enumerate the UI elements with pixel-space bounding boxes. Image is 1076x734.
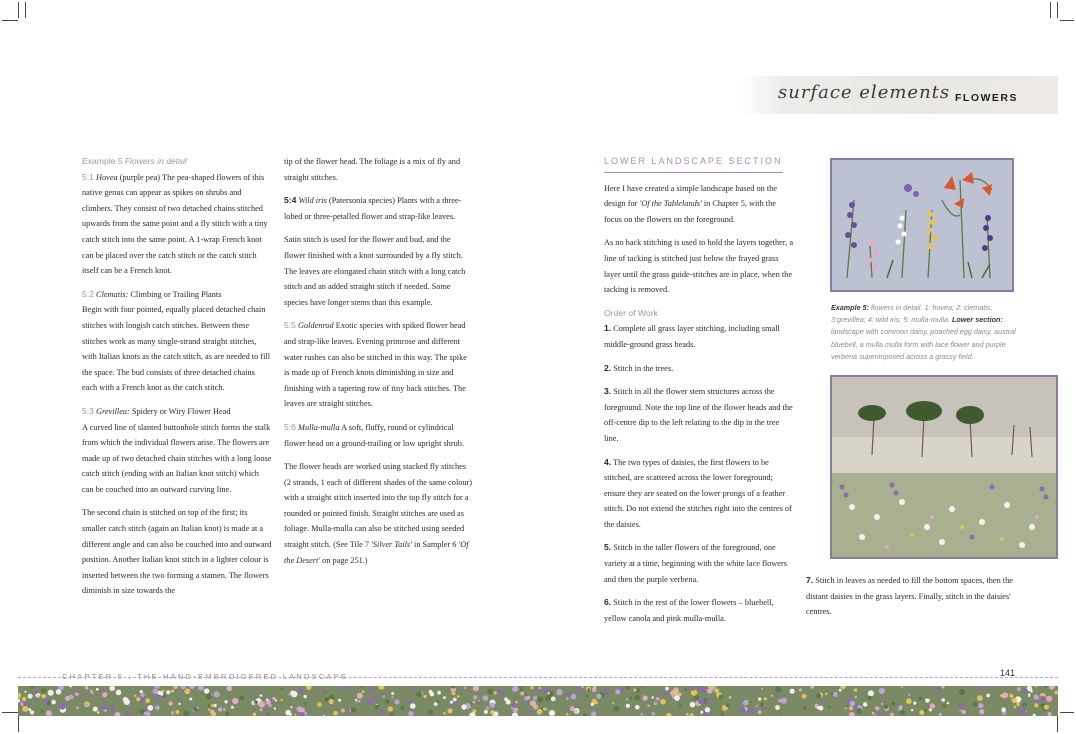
item-number: 5:1 (82, 171, 94, 182)
step-text: The two types of daisies, the first flowers to be stitched, are scattered across the lower foreground; ensure they are seated on the lower prongs of a feather stitch. Do not extend the stitches right into the centres of the daisies. (604, 457, 792, 529)
step-text: Stitch in the taller flowers of the foreground, one variety at a time, beginning with the white lace flowers and then the purple verbena. (604, 543, 787, 584)
footer-divider (18, 677, 1058, 678)
paragraph: on page 251.) (320, 555, 368, 565)
example-subtitle: Flowers in detail (124, 156, 187, 166)
caption-text: flowers in detail. 1: hovea; 2: clematis; 3:grevillea; 4: wild iris; 5: mulla-mulla. (831, 303, 993, 325)
text-column-4 (806, 573, 1016, 628)
step (604, 361, 794, 377)
decorative-flower-band (18, 686, 1058, 716)
paragraph: (purple pea) The pea-shaped flowers of this native genus can appear as spikes on shrubs and climbers. They consist of two detached chains stitched upwards from the same point and a fly stitch with a tiny catch stitch into the same point. A 1-wrap French knot can be placed over the catch stitch or the catch stitch itself can be a French knot. (82, 172, 268, 276)
step-text: Stitch in all the flower stem structures across the foreground. Note the top line of the flower heads and the off-centre dip to the left relating to the dip in the tree line. (604, 387, 793, 443)
step-text: Stitch in leaves as needed to fill the bottom spaces, then the distant daisies in the grass layers. Finally, stitch in the daisies' centres. (806, 576, 1013, 617)
paragraph: in Sampler 6 (411, 540, 459, 550)
paragraph: A curved line of slanted buttonhole stitch forms the stalk from which the individual flowers arise. The flowers are made up of two detached chain stitches with a long loose catch stitch (ending with an Italian knot stitch) which can be couched into an outward curving line. (82, 422, 272, 494)
cross-reference: 'Of the Tablelands' (639, 199, 702, 209)
step-number: 1. (604, 323, 612, 334)
step-text: Stitch in the trees. (611, 363, 674, 373)
item-number: 5:3 (82, 405, 94, 416)
photo-caption (831, 302, 1023, 363)
paragraph: Begin with four pointed, equally placed detached chain stitches with longish catch stitches. Between these stitches work as many single-strand straight stitches, with Italian knots as the catch stitch, as are needed to fill the space. The bud consists of three detached chains each with a French knot as the catch stitch. (82, 305, 271, 393)
section-script-title: surface elements (778, 82, 951, 103)
step-number: 6. (604, 597, 612, 608)
flower-sampler-photo (830, 158, 1014, 292)
section-heading: LOWER LANDSCAPE SECTION (604, 154, 783, 173)
crop-mark (1057, 2, 1058, 18)
step-number: 3. (604, 386, 612, 397)
paragraph: As no back stitching is used to hold the layers together, a line of tacking is stitched just below the frayed grass layer until the grass guide-stitches are in place, when the tacking is removed. (604, 238, 794, 295)
item-number: 5:6 (284, 421, 296, 432)
text-column-2 (284, 154, 474, 576)
item-number: 5:4 (284, 195, 297, 206)
paragraph: Satin stitch is used for the flower and bud, and the flower finished with a knot surrounded by a fly stitch. The leaves are elongated chain stitch with a long catch stitch and an added straight stitch if needed. Some species have longer stems than this example. (284, 235, 466, 307)
paragraph: in Chapter 5, with the focus on the flowers on the foreground. (604, 199, 776, 224)
crop-mark (25, 2, 26, 18)
paragraph: Exotic species with spiked flower head and strap-like leaves. Evening primrose and different water rushes can also be stitched in this way. The spike is made up of French knots diminishing in size and finishing with a tapering row of tiny back stitches. The leaves are straight stitches. (284, 321, 467, 409)
crop-mark (18, 2, 19, 18)
crop-mark (1050, 2, 1051, 18)
order-heading: Order of Work (604, 307, 658, 318)
text-column-1 (82, 154, 272, 607)
paragraph: The flower heads are worked using stacked fly stitches (2 strands, 1 each of different shades of the same colour) with a straight stitch inserted into the top fly stitch for a rounded or pointed finish. Straight stitches are used as foliage. Mulla-mulla can also be stitched using seeded straight stitch. (See Tile 7 (284, 462, 473, 550)
step (604, 321, 794, 352)
crop-mark (2, 712, 18, 713)
step-text: Complete all grass layer stitching, including small middle-ground grass heads. (604, 324, 780, 349)
example-label: Example 5 (82, 156, 123, 166)
item-name: Wild iris (298, 196, 327, 206)
step-number: 5. (604, 542, 612, 553)
crop-mark (1060, 20, 1074, 21)
paragraph: A soft, fluffy, round or cylindrical flower head on a ground-trailing or low upright shrub. (284, 422, 464, 448)
step (806, 573, 1016, 620)
paragraph: Here I have created a simple landscape based on the design for (604, 183, 777, 209)
step (604, 455, 794, 533)
step-number: 7. (806, 575, 814, 585)
paragraph: (Patersonia species) Plants with a three-lobed or three-petalled flower and strap-like leaves. (284, 196, 462, 221)
cross-reference: 'Of the Desert' (284, 540, 469, 565)
caption-label: Lower section: (952, 315, 1003, 325)
crop-mark (1057, 716, 1058, 732)
item-title: Climbing or Trailing Plants (128, 289, 222, 299)
paragraph: tip of the flower head. The foliage is a mix of fly and straight stitches. (284, 157, 461, 182)
text-column-3 (604, 154, 794, 634)
caption-text: landscape with common daisy, poached egg daisy, austral bluebell, a mulla mulla form with lace flower and purple verbena superimposed across a grassy field. (831, 327, 1016, 361)
crop-mark (2, 20, 18, 21)
step (604, 384, 794, 446)
step (604, 540, 794, 587)
item-name: Mulla-mulla (298, 422, 340, 432)
section-caps-title: FLOWERS (955, 92, 1018, 104)
page-number: 141 (1000, 668, 1016, 678)
item-name: Clematis: (96, 289, 129, 299)
item-name: Grevillea: (96, 406, 130, 416)
step-number: 2. (604, 362, 612, 373)
item-number: 5:5 (284, 320, 296, 331)
crop-mark (18, 716, 19, 732)
chapter-running-foot: CHAPTER 6 : THE HAND-EMBROIDERED LANDSCAPE (62, 672, 349, 681)
item-name: Goldenrod (298, 321, 334, 331)
step (604, 595, 794, 626)
step-text: Stitch in the rest of the lower flowers – bluebell, yellow canola and pink mulla-mulla. (604, 598, 774, 623)
paragraph: The second chain is stitched on top of the first; its smaller catch stitch (again an Italian knot) is made at a different angle and can also be couched into and outward position. Another Italian knot stitch in a lighter colour is inserted between the two forming a stamen. The flowers diminish in size towards the (82, 508, 272, 596)
item-title: Spidery or Wiry Flower Head (129, 406, 231, 416)
crop-mark (1060, 712, 1074, 713)
item-name: Hovea (96, 172, 118, 182)
landscape-photo (830, 375, 1058, 559)
caption-label: Example 5: (831, 303, 869, 312)
step-number: 4. (604, 456, 612, 467)
item-number: 5:2 (82, 288, 94, 299)
cross-reference: 'Silver Tails' (371, 540, 412, 550)
